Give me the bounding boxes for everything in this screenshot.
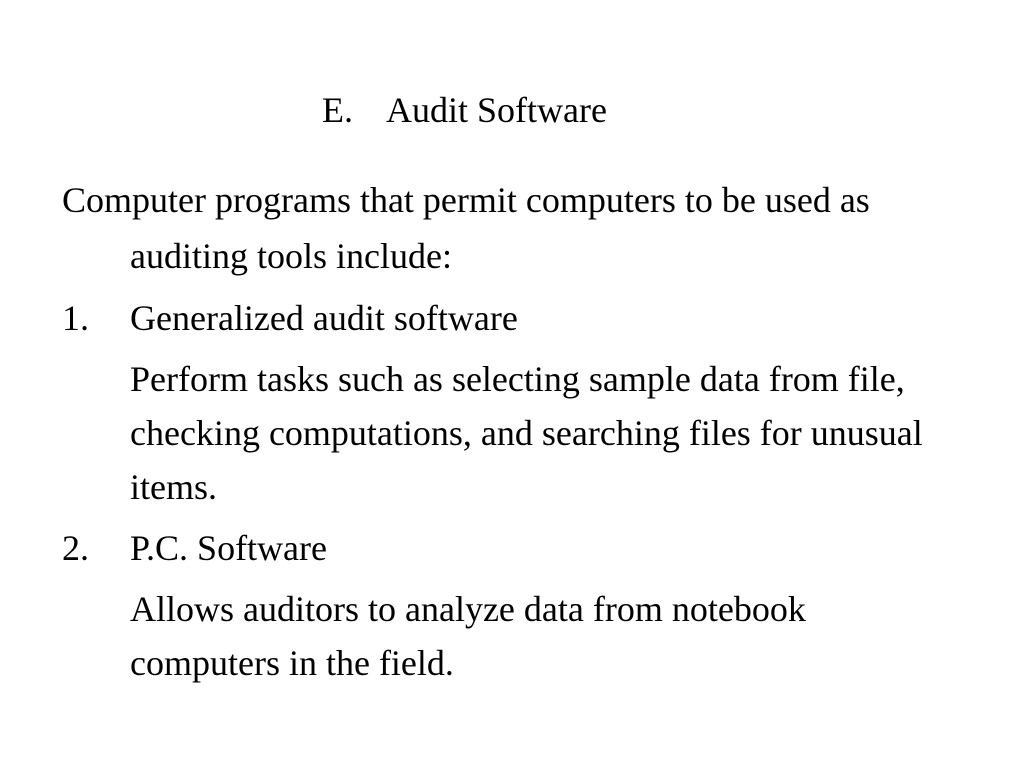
list-heading: Generalized audit software	[130, 298, 518, 338]
title-text: Audit Software	[386, 90, 607, 130]
list-item-2	[62, 520, 962, 576]
list-item-1	[62, 290, 962, 346]
list-heading: P.C. Software	[130, 528, 327, 568]
list-number: 2.	[62, 528, 89, 568]
intro-paragraph: Computer programs that permit computers to be used as auditing tools include:	[62, 180, 870, 276]
list-number: 1.	[62, 298, 89, 338]
title-letter: E.	[322, 90, 353, 130]
list-description: Allows auditors to analyze data from notebook computers in the field.	[130, 589, 806, 683]
list-description: Perform tasks such as selecting sample data from file, checking computations, and searching files for unusual items.	[130, 359, 923, 507]
slide-body	[62, 172, 962, 696]
slide-title	[322, 84, 607, 136]
